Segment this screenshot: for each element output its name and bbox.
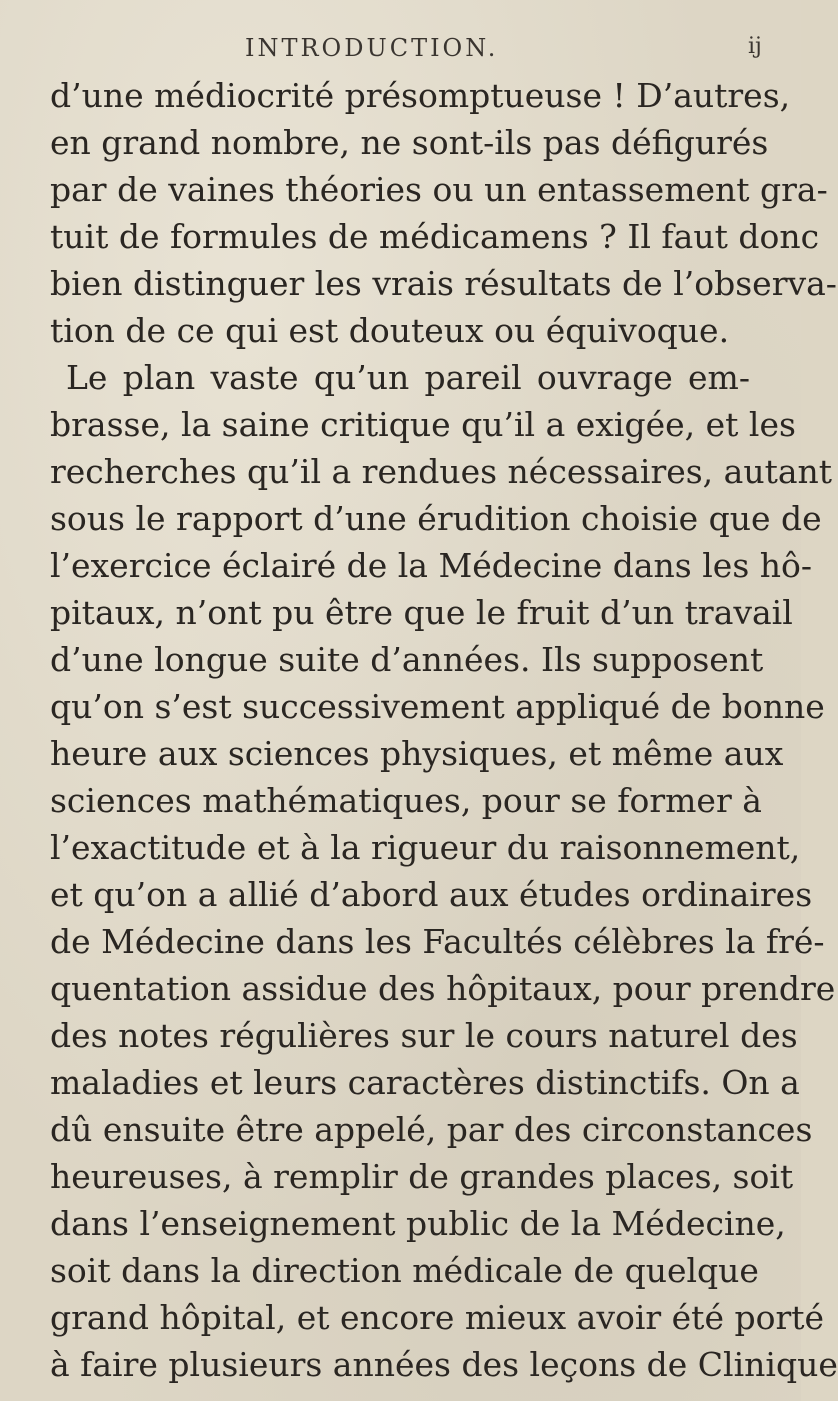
text-line: brasse, la saine critique qu’il a exigée, et les [50, 405, 796, 444]
page-number: ij [748, 34, 762, 59]
running-head [0, 28, 801, 68]
text-line: heureuses, à remplir de grandes places, soit [50, 1157, 794, 1196]
text-line: l’exercice éclairé de la Médecine dans les hô- [50, 546, 813, 585]
text-line: soit dans la direction médicale de quelque [50, 1251, 759, 1290]
body-text [50, 72, 838, 1388]
running-title: INTRODUCTION. [245, 34, 499, 62]
text-line: de Médecine dans les Facultés célèbres la fré- [50, 922, 825, 961]
text-line: tion de ce qui est douteux ou équivoque. [50, 311, 730, 350]
text-line: dû ensuite être appelé, par des circonstances [50, 1110, 813, 1149]
paragraph-start-line: Le plan vaste qu’un pareil ouvrage em- [66, 358, 750, 397]
text-line: sous le rapport d’une érudition choisie que de [50, 499, 822, 538]
text-line: heure aux sciences physiques, et même aux [50, 734, 784, 773]
text-line: bien distinguer les vrais résultats de l’observa- [50, 264, 837, 303]
text-line: en grand nombre, ne sont-ils pas défigurés [50, 123, 769, 162]
text-line: l’exactitude et à la rigueur du raisonnement, [50, 828, 801, 867]
text-line: par de vaines théories ou un entassement gra- [50, 170, 828, 209]
text-line: et qu’on a allié d’abord aux études ordinaires [50, 875, 813, 914]
text-line: d’une longue suite d’années. Ils supposent [50, 640, 764, 679]
text-line: d’une médiocrité présomptueuse ! D’autres, [50, 76, 791, 115]
text-line: quentation assidue des hôpitaux, pour prendre [50, 969, 836, 1008]
text-line: à faire plusieurs années des leçons de Clinique [50, 1345, 838, 1384]
text-line: tuit de formules de médicamens ? Il faut donc [50, 217, 820, 256]
text-line: maladies et leurs caractères distinctifs. On a [50, 1063, 800, 1102]
text-line: recherches qu’il a rendues nécessaires, autant [50, 452, 833, 491]
text-line: dans l’enseignement public de la Médecine, [50, 1204, 786, 1243]
text-line: qu’on s’est successivement appliqué de bonne [50, 687, 825, 726]
text-line: sciences mathématiques, pour se former à [50, 781, 762, 820]
text-line: des notes régulières sur le cours naturel des [50, 1016, 798, 1055]
text-line: grand hôpital, et encore mieux avoir été porté [50, 1298, 825, 1337]
text-line: pitaux, n’ont pu être que le fruit d’un travail [50, 593, 793, 632]
